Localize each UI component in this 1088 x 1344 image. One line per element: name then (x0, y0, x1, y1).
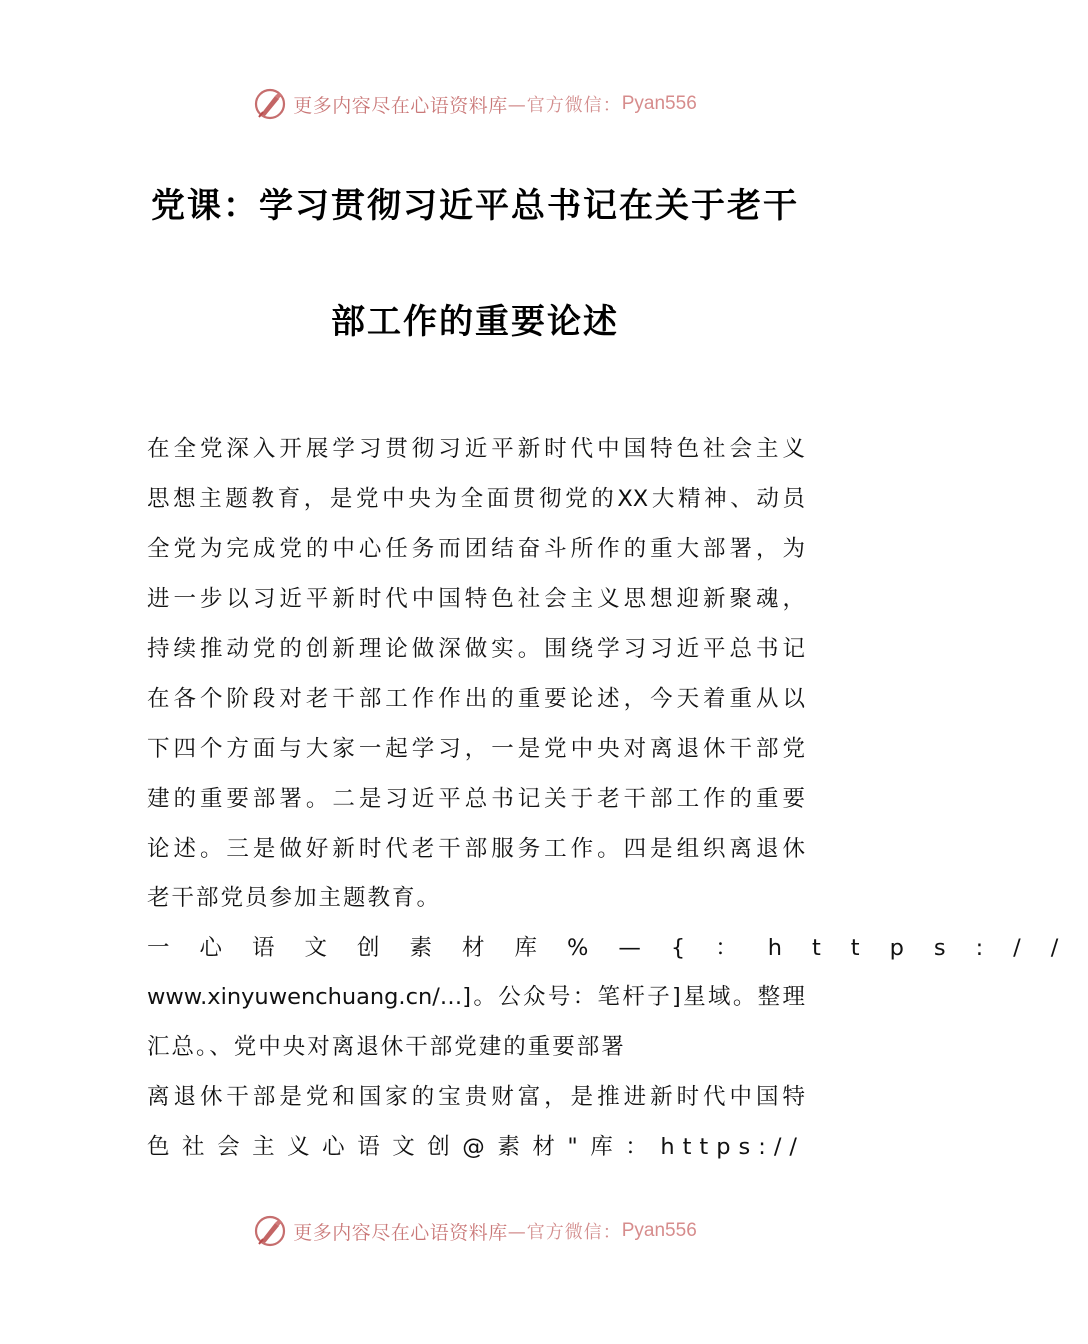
body-line: 下四个方面与大家一起学习，一是党中央对离退休干部党 (147, 736, 805, 762)
footer-watermark (0, 1211, 950, 1251)
body-line: 在各个阶段对老干部工作作出的重要论述，今天着重从以 (147, 686, 805, 712)
body-line: 全党为完成党的中心任务而团结奋斗所作的重大部署，为 (147, 536, 805, 562)
body-line: 在全党深入开展学习贯彻习近平新时代中国特色社会主义 (147, 436, 805, 462)
link-line: www.xinyuwenchuang.cn/…]。公众号：笔杆子]星域。整理 (147, 984, 805, 1010)
watermark-text: 更多内容尽在心语资料库 (293, 94, 508, 117)
body-line: 持续推动党的创新理论做深做实。围绕学习习近平总书记 (147, 636, 805, 662)
body-line: 离退休干部是党和国家的宝贵财富，是推进新时代中国特 (147, 1084, 805, 1110)
watermark-suffix: —官方微信： (507, 1222, 622, 1243)
body-line: 论述。三是做好新时代老干部服务工作。四是组织离退休 (147, 836, 805, 862)
document-title-line-1: 党课：学习贯彻习近平总书记在关于老干 (151, 186, 799, 226)
document-title-line-2: 部工作的重要论述 (331, 302, 619, 342)
quill-logo-icon (253, 87, 287, 121)
section-heading-line: 汇总。、党中央对离退休干部党建的重要部署 (147, 1034, 626, 1060)
watermark-text: 更多内容尽在心语资料库 (293, 1221, 508, 1244)
header-watermark (0, 84, 950, 124)
body-line: 建的重要部署。二是习近平总书记关于老干部工作的重要 (147, 786, 805, 812)
link-line: 一心语文创素材库%—{：https:// (147, 935, 1088, 961)
watermark-wechat-id: Pyan556 (621, 93, 697, 114)
body-line: 思想主题教育，是党中央为全面贯彻党的XX大精神、动员 (147, 486, 805, 512)
body-line: 色社会主义心语文创@素材"库：https:// (147, 1134, 805, 1160)
watermark-suffix: —官方微信： (507, 95, 622, 116)
quill-logo-icon (253, 1214, 287, 1248)
watermark-wechat-id: Pyan556 (621, 1220, 697, 1241)
body-line: 进一步以习近平新时代中国特色社会主义思想迎新聚魂， (147, 586, 805, 612)
body-line: 老干部党员参加主题教育。 (147, 885, 442, 911)
